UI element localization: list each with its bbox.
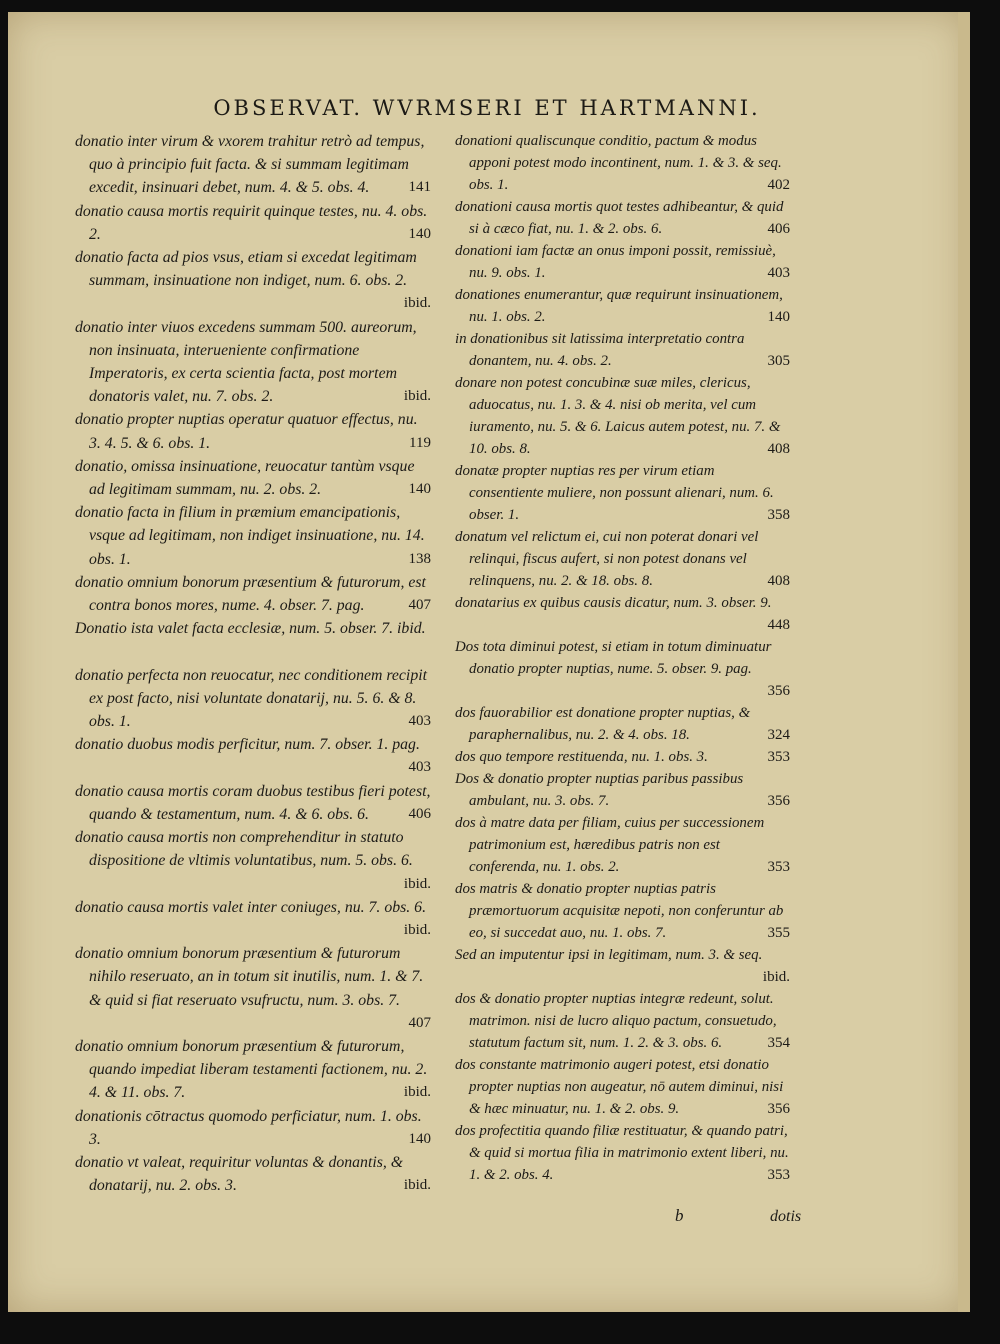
index-entry	[75, 896, 431, 942]
index-entry	[455, 768, 790, 812]
entry-page-ref: 138	[408, 550, 431, 567]
index-entry	[75, 942, 431, 1035]
index-column-left	[75, 130, 431, 1197]
entry-text: dos profectitia quando filiæ restituatur, & quando patri, & quid si mortua filia in matrimonio extent liberi, nu. 1. & 2. obs. 4.	[455, 1123, 789, 1183]
index-entry	[75, 200, 431, 246]
entry-text: donatio inter viuos excedens summam 500. aureorum, non insinuata, interueniente confirmatione Imperatoris, ex certa scientia facta, post mortem donatoris valet, nu. 7. obs. 2.	[75, 318, 417, 406]
entry-page-ref: ibid.	[403, 875, 431, 892]
index-entry	[75, 1035, 431, 1105]
entry-page-ref: 407	[408, 1014, 431, 1031]
entry-page-ref: ibid.	[403, 921, 431, 938]
entry-page-ref: 358	[767, 507, 790, 523]
entry-text: donatæ propter nuptias res per virum etiam consentiente muliere, non possunt alienari, num. 6. obser. 1.	[455, 463, 774, 523]
entry-text: dos à matre data per filiam, cuius per successionem patrimonium est, hæredibus patris non est conferenda, nu. 1. obs. 2.	[455, 815, 765, 875]
index-entry	[75, 455, 431, 501]
entry-page-ref: 305	[767, 353, 790, 369]
entry-text: donatio causa mortis non comprehenditur in statuto dispositione de vltimis voluntatibus, num. 5. obs. 6.	[75, 829, 413, 870]
entry-text: donatio duobus modis perficitur, num. 7. obser. 1. pag.	[75, 736, 420, 754]
entry-page-ref: ibid.	[403, 295, 431, 312]
entry-page-ref: ibid.	[762, 969, 790, 985]
entry-text: donatio causa mortis coram duobus testibus fieri potest, quando & testamentum, num. 4. & 6. obs. 6.	[75, 782, 431, 823]
index-entry	[75, 501, 431, 571]
entry-text: donatio propter nuptias operatur quatuor effectus, nu. 3. 4. 5. & 6. obs. 1.	[75, 411, 418, 452]
entry-page-ref: 353	[767, 859, 790, 875]
entry-page-ref: 119	[409, 434, 431, 451]
index-entry	[455, 1120, 790, 1186]
index-entry	[455, 460, 790, 526]
entry-text: donationis cōtractus quomodo perficiatur, num. 1. obs. 3.	[75, 1107, 422, 1148]
entry-page-ref: 355	[767, 925, 790, 941]
entry-text: Dos & donatio propter nuptias paribus passibus ambulant, nu. 3. obs. 7.	[455, 771, 744, 809]
entry-text: donatio facta in filium in præmium emancipationis, vsque ad legitimam, non indiget insinuatione, nu. 14. obs. 1.	[75, 504, 425, 568]
entry-text: donationi causa mortis quot testes adhibeantur, & quid si à cæco fiat, nu. 1. & 2. obs. 6.	[455, 199, 784, 237]
index-entry	[455, 988, 790, 1054]
index-entry	[75, 664, 431, 734]
index-entry	[75, 571, 431, 617]
entry-text: donatarius ex quibus causis dicatur, num. 3. obser. 9.	[455, 595, 772, 611]
index-entry	[455, 130, 790, 196]
entry-page-ref: 356	[767, 1101, 790, 1117]
index-entry	[455, 240, 790, 284]
entry-text: dos quo tempore restituenda, nu. 1. obs. 3.	[455, 749, 708, 765]
index-column-right	[455, 130, 790, 1186]
entry-page-ref: ibid.	[403, 1177, 431, 1194]
entry-text: donatio perfecta non reuocatur, nec conditionem recipit ex post facto, nisi voluntate donatarij, nu. 5. 6. & 8. obs. 1.	[75, 666, 427, 731]
index-entry	[455, 1054, 790, 1120]
index-entry	[75, 246, 431, 316]
index-entry	[455, 746, 790, 768]
entry-text: donationes enumerantur, quæ requirunt insinuationem, nu. 1. obs. 2.	[455, 287, 783, 325]
index-entry	[455, 812, 790, 878]
index-entry	[455, 372, 790, 460]
entry-page-ref: 448	[767, 617, 790, 633]
entry-text: donatio facta ad pios vsus, etiam si excedat legitimam summam, insinuatione non indiget, num. 6. obs. 2.	[75, 249, 417, 290]
index-entry	[455, 702, 790, 746]
entry-text: donatio, omissa insinuatione, reuocatur tantùm vsque ad legitimam summam, nu. 2. obs. 2.	[75, 457, 415, 499]
entry-page-ref: 403	[408, 713, 431, 730]
entry-page-ref: 140	[408, 225, 431, 242]
entry-text: dos fauorabilior est donatione propter nuptias, & paraphernalibus, nu. 2. & 4. obs. 18.	[455, 705, 751, 743]
entry-text: dos constante matrimonio augeri potest, etsi donatio propter nuptias non augeatur, nō autem diminui, nisi & hæc minuatur, nu. 1. & 2. obs. 9.	[455, 1057, 784, 1117]
entry-text: donatio omnium bonorum præsentium & futurorum, est contra bonos mores, nume. 4. obser. 7. pag.	[75, 573, 426, 615]
entry-page-ref: 406	[767, 221, 790, 237]
entry-text: in donationibus sit latissima interpretatio contra donantem, nu. 4. obs. 2.	[455, 331, 745, 369]
index-entry	[455, 526, 790, 592]
entry-page-ref: 408	[767, 441, 790, 457]
entry-text: Dos tota diminui potest, si etiam in totum diminuatur donatio propter nuptias, nume. 5. obser. 9. pag.	[455, 639, 772, 677]
entry-text: donare non potest concubinæ suæ miles, clericus, aduocatus, nu. 1. 3. & 4. nisi ob merita, vel cum iuramento, nu. 5. & 6. Laicus autem potest, nu. 7. & 10. obs. 8.	[455, 375, 781, 457]
book-page	[8, 12, 966, 1312]
entry-page-ref: 140	[408, 1130, 431, 1147]
entry-page-ref: 403	[408, 759, 431, 776]
entry-page-ref: 353	[767, 749, 790, 765]
entry-text: donatio inter virum & vxorem trahitur retrò ad tempus, quo à principio fuit facta. & si summam legitimam excedit, insinuari debet, num. 4. & 5. obs. 4.	[75, 133, 425, 197]
entry-text: Sed an imputentur ipsi in legitimam, num. 3. & seq.	[455, 947, 763, 963]
entry-text: donatio omnium bonorum præsentium & futurorum, quando impediat liberam testamenti factionem, nu. 2. 4. & 11. obs. 7.	[75, 1037, 428, 1102]
index-entry	[75, 1105, 431, 1151]
entry-text: donationi qualiscunque conditio, pactum & modus apponi potest modo incontinent, num. 1. & 3. & seq. obs. 1.	[455, 133, 782, 193]
index-entry	[455, 636, 790, 702]
entry-text: dos matris & donatio propter nuptias patris præmortuorum acquisitæ nepoti, non conferuntur ab eo, si succedat auo, nu. 1. obs. 7.	[455, 881, 784, 941]
entry-page-ref: ibid.	[403, 388, 431, 405]
index-entry	[75, 130, 431, 200]
index-entry	[75, 316, 431, 409]
index-entry	[455, 196, 790, 240]
entry-page-ref: 356	[767, 793, 790, 809]
index-entry	[75, 408, 431, 454]
index-entry	[455, 328, 790, 372]
entry-page-ref: 403	[767, 265, 790, 281]
index-entry	[455, 592, 790, 636]
entry-page-ref: 402	[767, 177, 790, 193]
entry-text: donatio omnium bonorum præsentium & futurorum nihilo reseruato, an in totum sit inutilis, num. 1. & 7. & quid si fiat reseruato vsufructu, num. 3. obs. 7.	[75, 945, 424, 1009]
entry-text: dos & donatio propter nuptias integræ redeunt, solut. matrimon. nisi de lucro aliquo pactum, consuetudo, statutum factum sit, num. 1. 2. & 3. obs. 6.	[455, 991, 777, 1051]
entry-page-ref: 408	[767, 573, 790, 589]
entry-page-ref: 140	[767, 309, 790, 325]
entry-text: donatum vel relictum ei, cui non poterat donari vel relinqui, fiscus aufert, si non potest donans vel relinquens, nu. 2. & 18. obs. 8.	[455, 529, 759, 589]
signature-mark: b	[675, 1206, 684, 1225]
entry-text: donatio causa mortis valet inter coniuges, nu. 7. obs. 6.	[75, 898, 427, 916]
entry-text: donatio vt valeat, requiritur voluntas & donantis, & donatarij, nu. 2. obs. 3.	[75, 1153, 404, 1195]
entry-page-ref: 353	[767, 1167, 790, 1183]
entry-page-ref: 356	[767, 683, 790, 699]
index-entry	[75, 1151, 431, 1197]
index-entry	[75, 780, 431, 826]
entry-text: donatio causa mortis requirit quinque testes, nu. 4. obs. 2.	[75, 202, 428, 243]
index-entry	[455, 944, 790, 988]
entry-page-ref: 324	[767, 727, 790, 743]
entry-page-ref: 140	[408, 481, 431, 498]
entry-page-ref: 141	[408, 179, 431, 196]
index-entry	[75, 617, 431, 663]
index-entry	[75, 826, 431, 896]
entry-page-ref: ibid.	[403, 1084, 431, 1101]
index-entry	[75, 733, 431, 779]
entry-page-ref: 407	[408, 597, 431, 614]
index-entry	[455, 284, 790, 328]
entry-page-ref: 354	[767, 1035, 790, 1051]
entry-text: Donatio ista valet facta ecclesiæ, num. 5. obser. 7. ibid.	[75, 620, 426, 638]
running-header: OBSERVAT. WVRMSERI ET HARTMANNI.	[213, 96, 761, 120]
entry-page-ref: 406	[408, 805, 431, 822]
catchword: dotis	[770, 1208, 802, 1225]
index-entry	[455, 878, 790, 944]
entry-text: donationi iam factæ an onus imponi possit, remissiuè, nu. 9. obs. 1.	[455, 243, 776, 281]
